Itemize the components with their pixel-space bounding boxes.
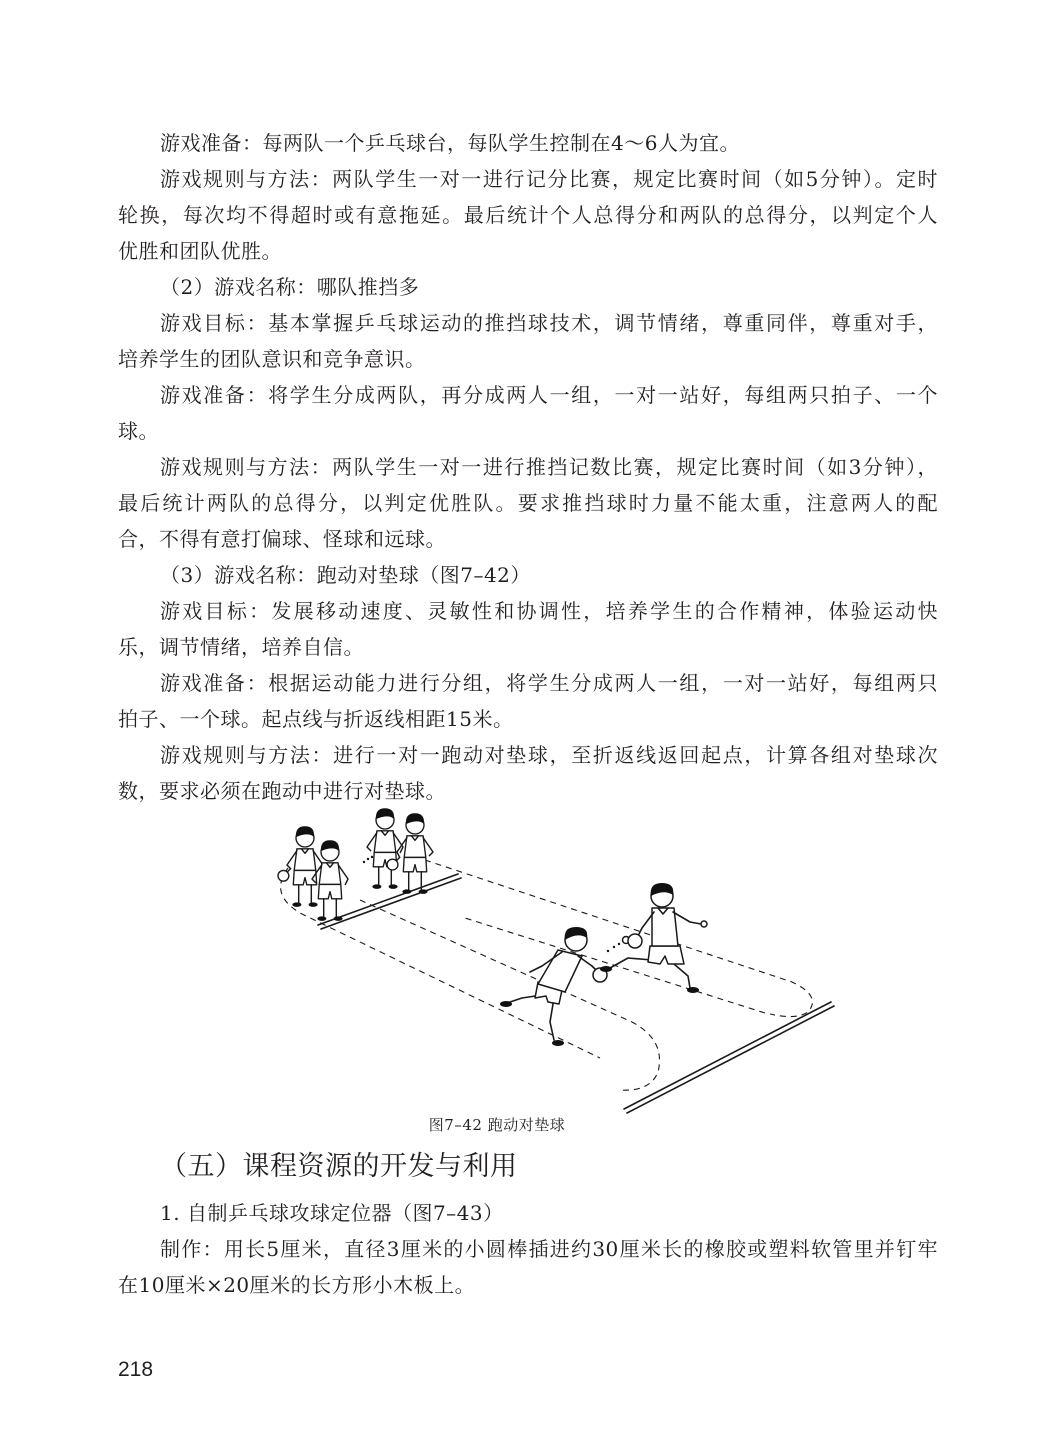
running-student-right: [600, 883, 707, 993]
paragraph-line: 制作：用长5厘米，直径3厘米的小圆棒插进约30厘米长的橡胶或塑料软管里并钉牢: [160, 1237, 938, 1261]
paragraph-line: 球。: [118, 419, 159, 443]
game-title-line: （2）游戏名称：哪队推挡多: [160, 275, 420, 299]
ball-trajectory-dots: [363, 856, 373, 863]
turnaround-line: [624, 1002, 834, 1113]
running-rally-illustration: [260, 800, 860, 1120]
section-heading: （五）课程资源的开发与利用: [160, 1151, 518, 1182]
paragraph-line: 游戏准备：根据运动能力进行分组，将学生分成两人一组，一对一站好，每组两只: [160, 671, 938, 695]
waiting-student: [312, 840, 348, 921]
paragraph-line: 合，不得有意打偏球、怪球和远球。: [118, 527, 446, 551]
paragraph-line: 游戏目标：发展移动速度、灵敏性和协调性，培养学生的合作精神，体验运动快: [160, 599, 938, 623]
paragraph-line: 游戏准备：将学生分成两队，再分成两人一组，一对一站好，每组两只拍子、一个: [160, 383, 938, 407]
paragraph-line: 优胜和团队优胜。: [118, 239, 282, 263]
page-number: 218: [118, 1358, 154, 1381]
paragraph-line: 最后统计两队的总得分，以判定优胜队。要求推挡球时力量不能太重，注意两人的配: [118, 491, 938, 515]
waiting-student: [278, 826, 323, 907]
paragraph-line: 乐，调节情绪，培养自信。: [118, 635, 364, 659]
item-title: 1. 自制乒乓球攻球定位器（图7–43）: [160, 1201, 504, 1225]
ball-trajectory-dots: [607, 943, 620, 952]
paragraph-line: 在10厘米×20厘米的长方形小木板上。: [118, 1273, 476, 1297]
paragraph-line: 游戏规则与方法：两队学生一对一进行记分比赛，规定比赛时间（如5分钟）。定时: [160, 167, 938, 191]
paragraph-line: 游戏目标：基本掌握乒乓球运动的推挡球技术，调节情绪，尊重同伴，尊重对手，: [160, 311, 938, 335]
paragraph-line: 培养学生的团队意识和竞争意识。: [118, 347, 426, 371]
game-title-line: （3）游戏名称：跑动对垫球（图7–42）: [160, 563, 531, 587]
section-text: [118, 1195, 938, 1303]
paragraph-line: 游戏规则与方法：进行一对一跑动对垫球，至折返线返回起点，计算各组对垫球次: [160, 743, 938, 767]
body-text: [118, 125, 938, 809]
paragraph-line: 游戏规则与方法：两队学生一对一进行推挡记数比赛，规定比赛时间（如3分钟），: [160, 455, 938, 479]
paragraph-line: 拍子、一个球。起点线与折返线相距15米。: [118, 707, 514, 731]
running-path-lower: [360, 900, 660, 1090]
paddle-icon: [628, 934, 642, 948]
figure-caption: 图7–42 跑动对垫球: [428, 1116, 566, 1134]
paragraph-line: 数，要求必须在跑动中进行对垫球。: [118, 779, 446, 803]
running-student-left: [500, 927, 607, 1046]
waiting-student: [367, 808, 403, 889]
paragraph-line: 轮换，每次均不得超时或有意拖延。最后统计个人总得分和两队的总得分，以判定个人: [118, 203, 938, 227]
running-path-upper: [425, 860, 812, 1017]
paragraph-line: 游戏准备：每两队一个乒乓球台，每队学生控制在4～6人为宜。: [160, 131, 740, 155]
paddle-icon: [278, 869, 291, 882]
